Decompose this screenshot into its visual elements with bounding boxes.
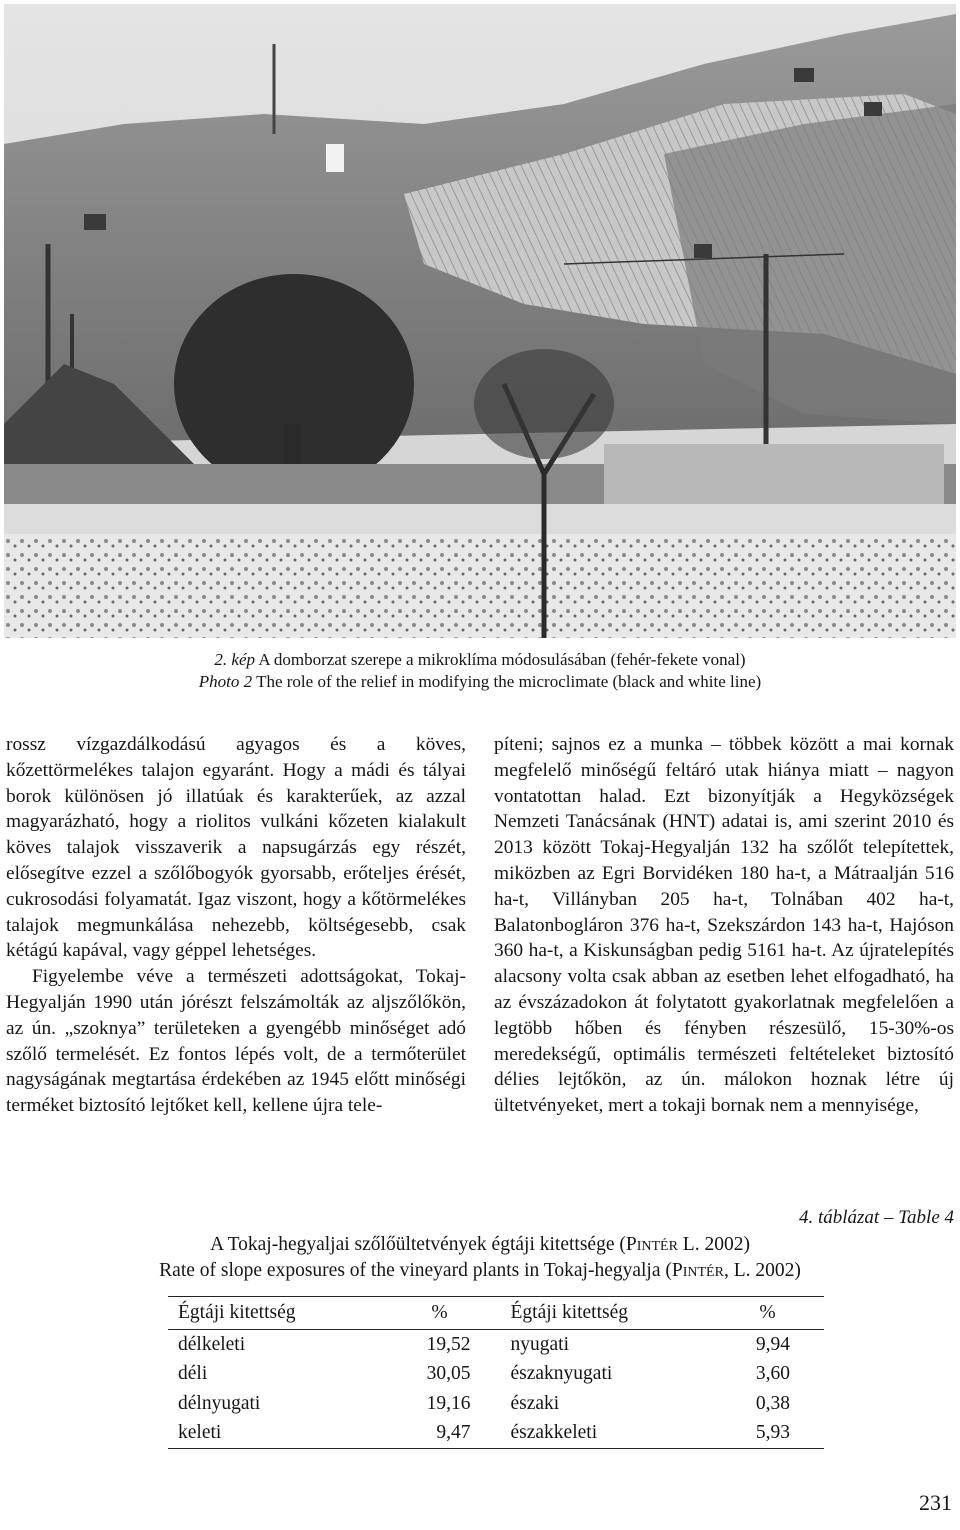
vineyard-hillside-photo [4, 4, 956, 638]
exposure-table [168, 1296, 824, 1449]
title-hu-author: Pintér [625, 1234, 678, 1255]
title-hu-post: L. 2002) [677, 1234, 750, 1255]
caption-hu-lead: 2. kép [214, 650, 255, 669]
title-hu-pre: A Tokaj-hegyaljai szőlőültetvények égtáji kitettsége ( [210, 1234, 626, 1255]
table-cell: 9,47 [436, 1422, 471, 1444]
table-row [168, 1360, 824, 1390]
table-title-english [0, 1258, 960, 1284]
column-header: Égtáji kitettség [168, 1297, 369, 1330]
photo-caption [0, 649, 960, 693]
table-label: 4. táblázat – Table 4 [798, 1207, 954, 1228]
table-row [168, 1389, 824, 1419]
table-row [168, 1419, 824, 1449]
table-cell: 3,60 [755, 1363, 790, 1385]
title-en-post: , L. 2002) [723, 1260, 801, 1281]
title-en-author: Pintér [671, 1260, 724, 1281]
column-header: Égtáji kitettség [501, 1297, 702, 1330]
table-cell: 9,94 [755, 1333, 790, 1355]
table-cell: 19,16 [426, 1392, 471, 1414]
table-cell: 5,93 [755, 1422, 790, 1444]
caption-en-text: The role of the relief in modifying the microclimate (black and white line) [256, 672, 762, 691]
table-cell: északkeleti [510, 1422, 598, 1444]
table-cell: keleti [178, 1422, 222, 1444]
body-paragraph: rossz vízgazdálkodású agyagos és a köves, kőzettörmelékes talajon egyaránt. Hogy a mádi és tályai borok különösen jó illatúak és karakterűek, az azzal magyarázható, hogy a riolitos vulkáni kőzeten kialakult köves talajok visszaverik a napsugárzás egy részét, elősegítve ezzel a szőlőbogyók gyorsabb, erőteljes érését, cukrosodási folyamatát. Igaz viszont, hogy a kőtörmelékes talajok megmunkálása nehezebb, költségesebb, csak kétágú kapával, vagy géppel lehetséges. [6, 734, 466, 962]
table-row [168, 1330, 824, 1360]
body-column-right [494, 732, 954, 1119]
caption-en-lead: Photo 2 [198, 672, 253, 691]
table-cell: északi [510, 1392, 560, 1414]
page-number: 231 [919, 1490, 952, 1515]
table-cell: északnyugati [510, 1363, 613, 1385]
table-header-row [168, 1297, 824, 1330]
table-cell: nyugati [510, 1333, 569, 1355]
table-title [0, 1232, 960, 1284]
table-cell: 0,38 [755, 1392, 790, 1414]
body-paragraph: píteni; sajnos ez a munka – többek között a mai kornak megfelelő minőségű feltáró utak hiánya miatt – nagyon vontatottan halad. Ezt bizonyítják a Hegyközségek Nemzeti Tanácsának (HNT) adatai is, ami szerint 2010 és 2013 között Tokaj-Hegyalján 132 ha szőlőt telepítettek, miközben az Egri Borvidéken 180 ha-t, a Mátraalján 516 ha-t, Villányban 205 ha-t, Tolnában 402 ha-t, Balatonbogláron 376 ha-t, Szekszárdon 143 ha-t, Hajóson 360 ha-t, a Kiskunságban pedig 5161 ha-t. Az újratelepítés alacsony volta csak abban az esetben lehet elfogadható, ha az évszázadokon át folytatott gyakorlatnak megfelelően a legtöbb hőben és fényben részesülő, 15-30%-os meredekségű, optimális természeti feltételeket biztosító délies lejtőkön, az ún. málokon hoznak létre új ültetvényeket, mert a tokaji bornak nem a mennyisége, [494, 734, 954, 1117]
table-cell: délkeleti [178, 1333, 246, 1355]
column-header: % [369, 1297, 501, 1330]
column-header: % [701, 1297, 824, 1330]
table-cell: 30,05 [426, 1363, 471, 1385]
caption-english [0, 671, 960, 693]
caption-hu-text: A domborzat szerepe a mikroklíma módosulásában (fehér-fekete vonal) [258, 650, 746, 669]
table-title-hungarian [0, 1232, 960, 1258]
caption-hungarian [0, 649, 960, 671]
table-cell: délnyugati [178, 1392, 261, 1414]
body-paragraph: Figyelembe véve a természeti adottságokat, Tokaj-Hegyalján 1990 után jórészt felszámolták az aljszőlőkön, az ún. „szoknya” területeken a gyengébb minőséget adó szőlő termelését. Ez fontos lépés volt, de a termőterület nagyságának megtartása érdekében az 1945 előtt minőségi terméket biztosító lejtőket kell, kellene újra tele- [6, 966, 466, 1117]
table-cell: déli [178, 1363, 208, 1385]
table-cell: 19,52 [426, 1333, 471, 1355]
body-column-left [6, 732, 466, 1119]
title-en-pre: Rate of slope exposures of the vineyard plants in Tokaj-hegyalja ( [159, 1260, 672, 1281]
